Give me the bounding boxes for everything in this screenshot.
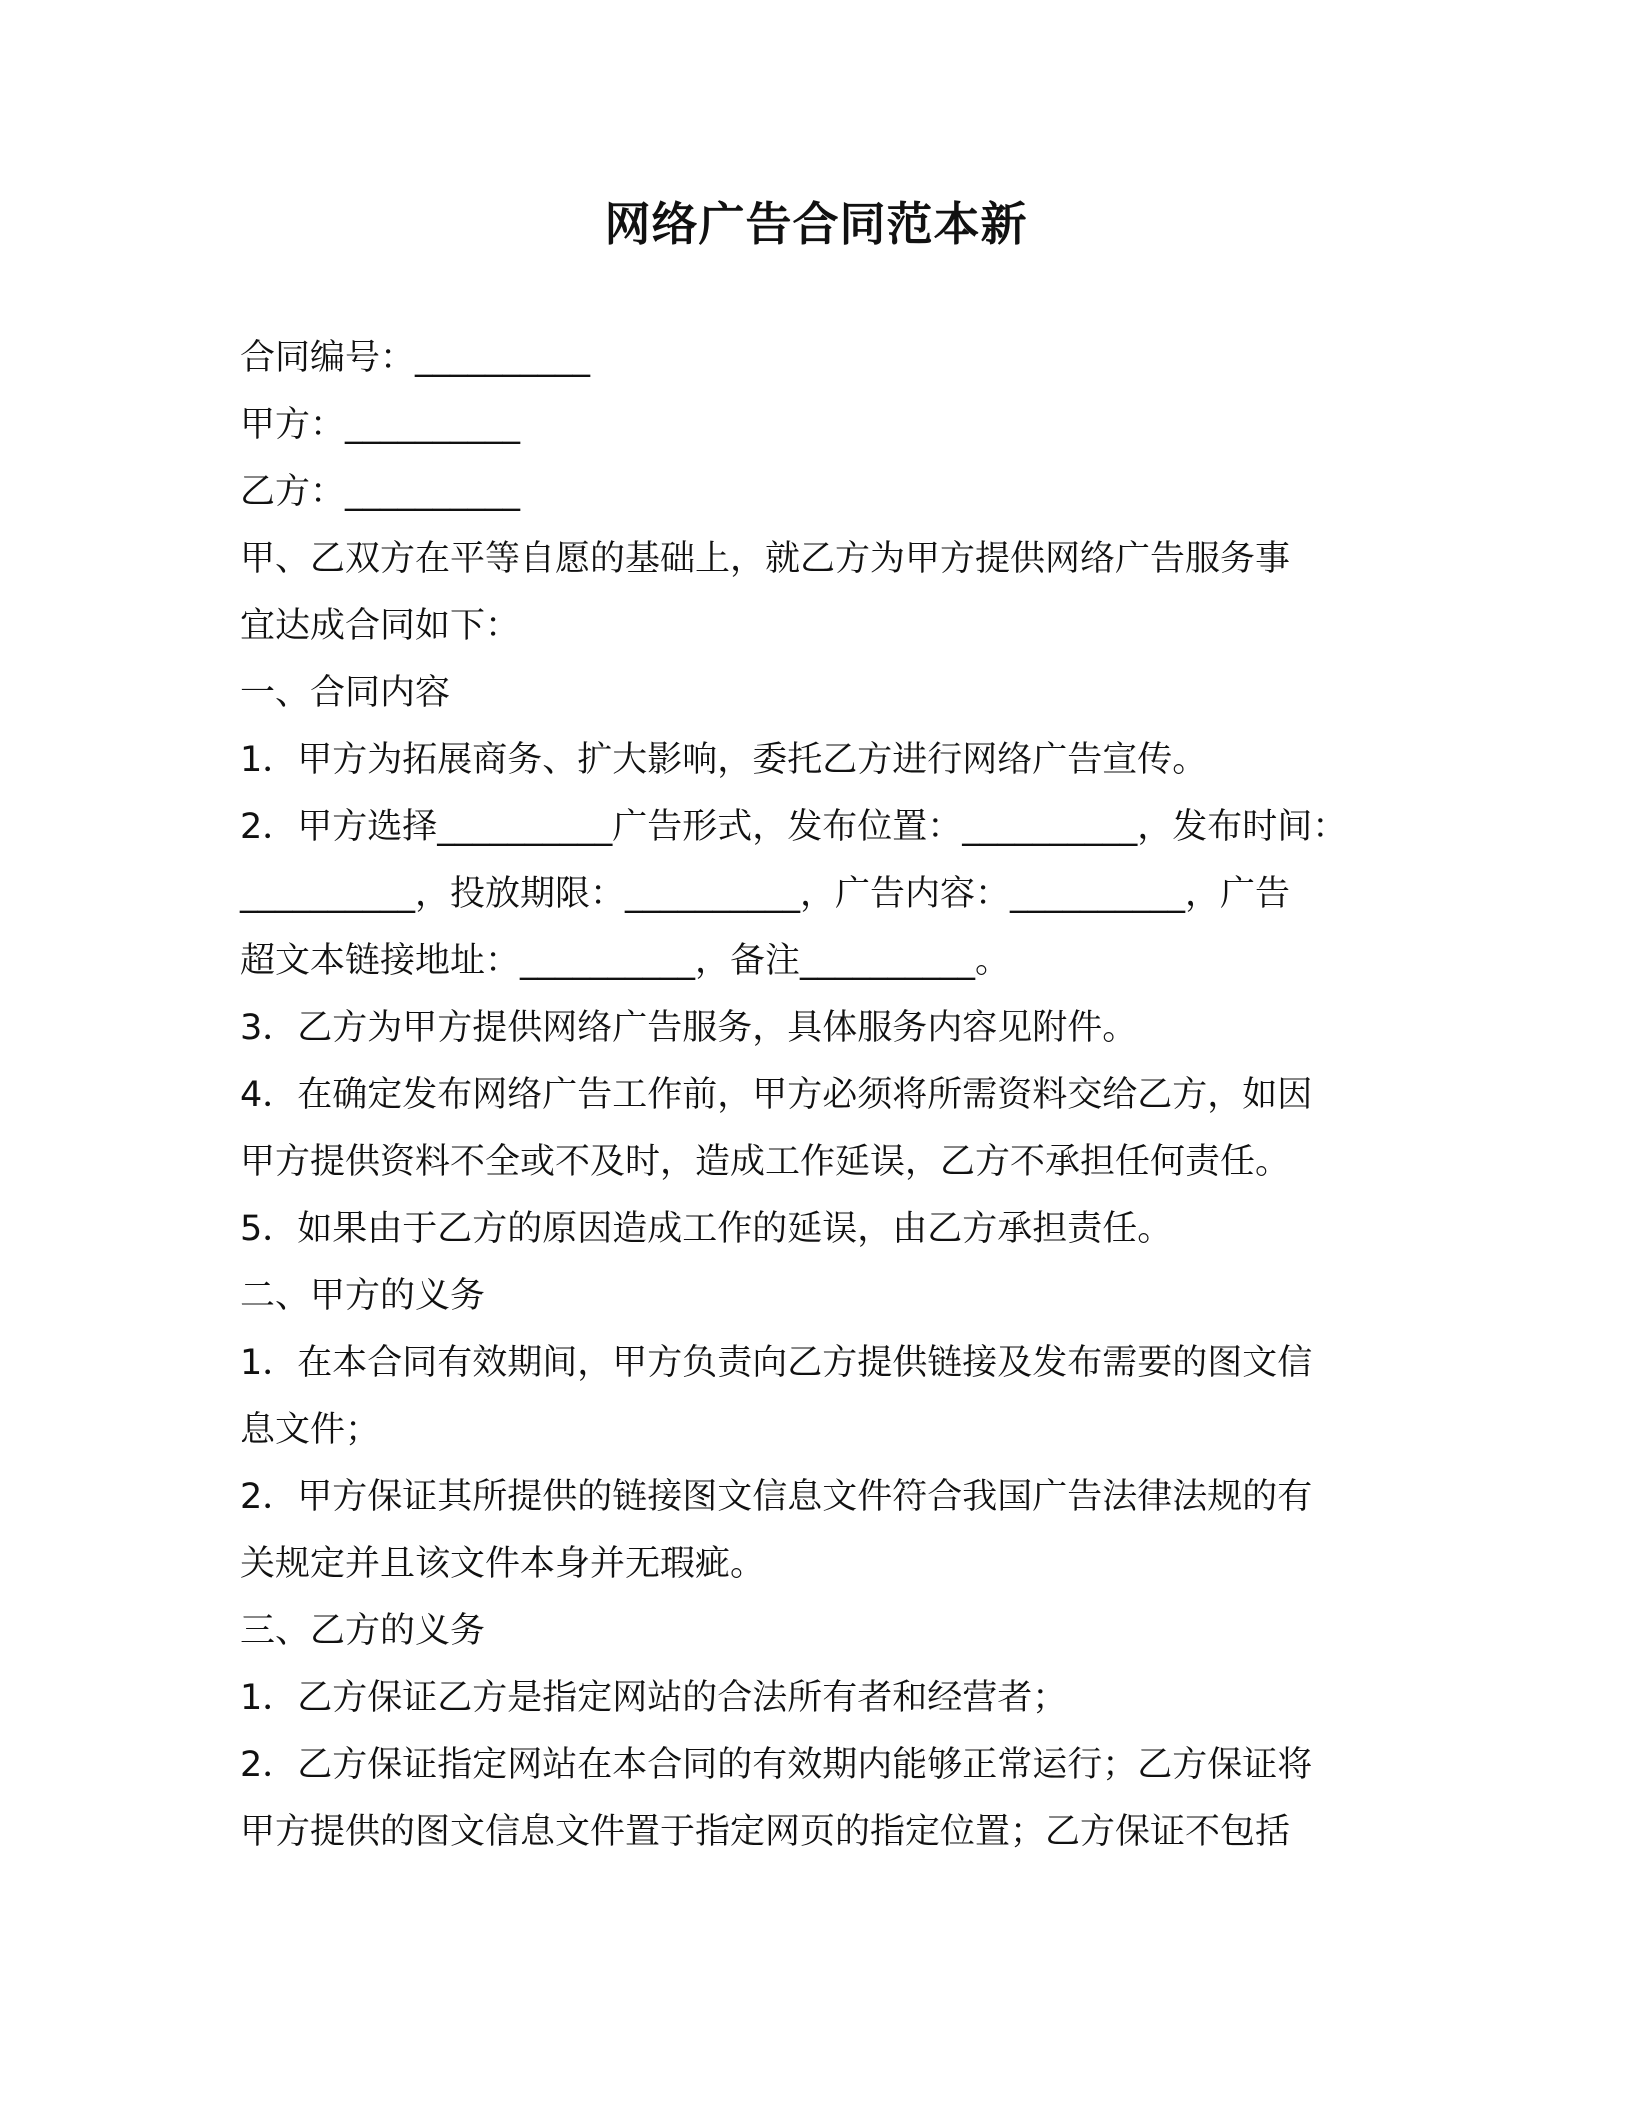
clause-1-4-line-2: 甲方提供资料不全或不及时，造成工作延误，乙方不承担任何责任。	[240, 1142, 1291, 1182]
clause-2-1-line-1: 1．在本合同有效期间，甲方负责向乙方提供链接及发布需要的图文信	[240, 1343, 1313, 1383]
section-heading-3: 三、乙方的义务	[240, 1611, 486, 1651]
clause-2-1-line-2: 息文件；	[240, 1410, 381, 1450]
clause-1-1: 1．甲方为拓展商务、扩大影响，委托乙方进行网络广告宣传。	[240, 740, 1208, 780]
clause-2-2-line-2: 关规定并且该文件本身并无瑕疵。	[240, 1544, 766, 1584]
section-heading-1: 一、合同内容	[240, 673, 451, 713]
clause-3-2-line-2: 甲方提供的图文信息文件置于指定网页的指定位置；乙方保证不包括	[240, 1812, 1291, 1852]
party-b-line: 乙方：__________	[240, 472, 521, 512]
document-body	[240, 325, 1412, 1866]
clause-1-2-line-3: 超文本链接地址：__________，备注__________。	[240, 941, 1011, 981]
clause-3-2-line-1: 2．乙方保证指定网站在本合同的有效期内能够正常运行；乙方保证将	[240, 1745, 1313, 1785]
preamble-line-1: 甲、乙双方在平等自愿的基础上，就乙方为甲方提供网络广告服务事	[240, 539, 1291, 579]
clause-3-1: 1．乙方保证乙方是指定网站的合法所有者和经营者；	[240, 1678, 1068, 1718]
contract-number-line: 合同编号：__________	[240, 338, 591, 378]
section-heading-2: 二、甲方的义务	[240, 1276, 486, 1316]
clause-1-5: 5．如果由于乙方的原因造成工作的延误，由乙方承担责任。	[240, 1209, 1173, 1249]
clause-1-2-line-1: 2．甲方选择__________广告形式，发布位置：__________，发布时间：	[240, 807, 1348, 847]
clause-1-2-line-2: __________，投放期限：__________，广告内容：__________，广告	[240, 874, 1291, 914]
preamble-line-2: 宜达成合同如下：	[240, 606, 521, 646]
clause-1-3: 3．乙方为甲方提供网络广告服务，具体服务内容见附件。	[240, 1008, 1138, 1048]
clause-1-4-line-1: 4．在确定发布网络广告工作前，甲方必须将所需资料交给乙方，如因	[240, 1075, 1313, 1115]
document-title: 网络广告合同范本新	[604, 197, 1028, 251]
clause-2-2-line-1: 2．甲方保证其所提供的链接图文信息文件符合我国广告法律法规的有	[240, 1477, 1313, 1517]
party-a-line: 甲方：__________	[240, 405, 521, 445]
